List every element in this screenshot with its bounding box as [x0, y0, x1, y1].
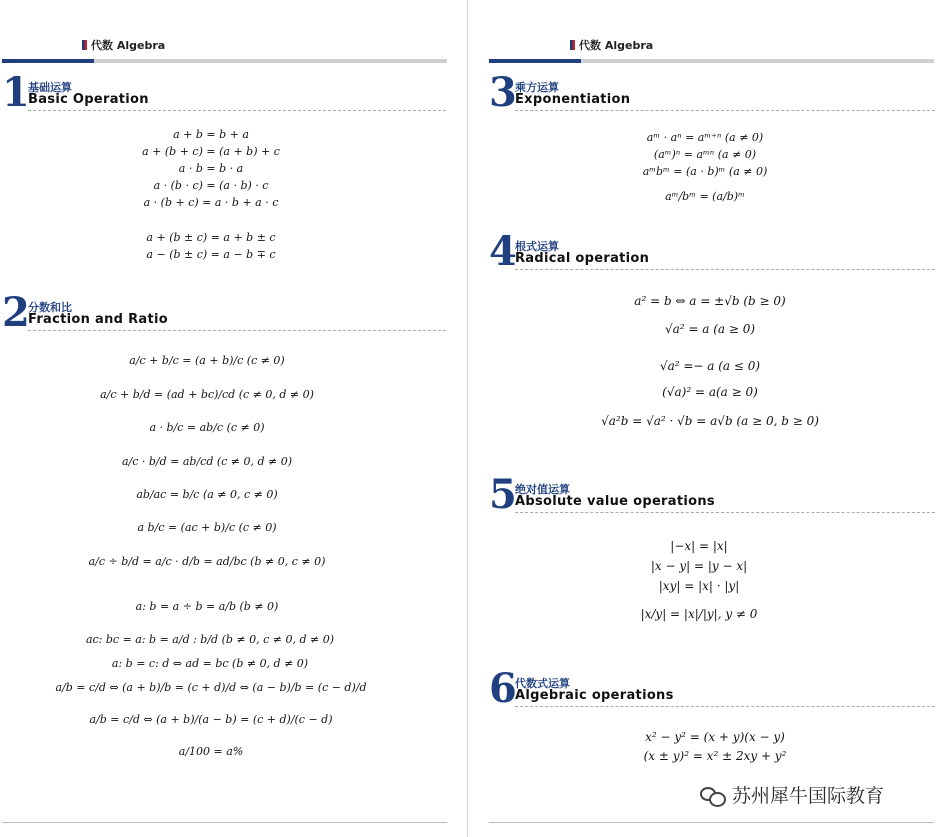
formula: a · (b · c) = (a · b) · c [153, 179, 269, 192]
section-title-cn: 分数和比 [28, 301, 72, 314]
watermark-text: 苏州犀牛国际教育 [732, 785, 885, 807]
formula: √a² = a (a ≥ 0) [664, 322, 756, 336]
formula: |x − y| = |y − x| [650, 559, 748, 573]
left-page [0, 0, 466, 837]
formula: x² − y² = (x + y)(x − y) [645, 730, 785, 744]
formula: aᵐbᵐ = (a · b)ᵐ (a ≠ 0) [642, 165, 768, 178]
section-title-cn: 乘方运算 [515, 81, 559, 94]
section-title-en: Radical operation [515, 251, 650, 266]
formula: (x ± y)² = x² ± 2xy + y² [643, 749, 787, 763]
section-number: 6 [489, 665, 517, 712]
formula: a b/c = (ac + b)/c (c ≠ 0) [137, 521, 277, 534]
formula: a/c · b/d = ab/cd (c ≠ 0, d ≠ 0) [121, 455, 293, 468]
formula: (√a)² = a(a ≥ 0) [662, 385, 758, 399]
formula: a · b = b · a [178, 162, 244, 175]
section-title-en: Exponentiation [515, 92, 631, 107]
header-rule-left [2, 59, 447, 63]
section-number: 5 [489, 471, 517, 518]
section-title-cn: 代数式运算 [515, 677, 570, 690]
formula: a/c + b/d = (ad + bc)/cd (c ≠ 0, d ≠ 0) [100, 388, 314, 401]
section-title-en: Basic Operation [28, 92, 149, 107]
formula: a/c ÷ b/d = a/c · d/b = ad/bc (b ≠ 0, c ≠ 0) [88, 555, 326, 568]
formula: |xy| = |x| · |y| [658, 579, 740, 593]
formula: aᵐ/bᵐ = (a/b)ᵐ [665, 190, 745, 203]
formula: a + b = b + a [173, 128, 249, 141]
formula: ac: bc = a: b = a/d : b/d (b ≠ 0, c ≠ 0, d ≠ 0) [85, 633, 335, 646]
section-title-en: Algebraic operations [515, 688, 674, 703]
formula: √a² =− a (a ≤ 0) [659, 359, 761, 373]
formula: a/c + b/c = (a + b)/c (c ≠ 0) [129, 354, 285, 367]
right-page [470, 0, 946, 837]
formula: a/100 = a% [178, 745, 244, 758]
formula: a: b = c: d ⇔ ad = bc (b ≠ 0, d ≠ 0) [111, 657, 309, 670]
formula: a: b = a ÷ b = a/b (b ≠ 0) [135, 600, 279, 613]
section-title-cn: 绝对值运算 [515, 483, 570, 496]
section-number: 3 [489, 69, 517, 116]
formula: (aᵐ)ⁿ = aᵐⁿ (a ≠ 0) [653, 148, 757, 161]
section-title-cn: 根式运算 [515, 240, 559, 253]
section-title-cn: 基础运算 [28, 81, 72, 94]
formula: a/b = c/d ⇔ (a + b)/b = (c + d)/d ⇔ (a − b)/b = (c − d)/d [55, 681, 367, 694]
page-spine [467, 0, 468, 837]
formula: a + (b + c) = (a + b) + c [142, 145, 280, 158]
formula: aᵐ · aⁿ = aᵐ⁺ⁿ (a ≠ 0) [646, 131, 764, 144]
page-header-left: 代数 Algebra [82, 37, 165, 53]
section-number: 1 [2, 69, 30, 116]
section-number: 4 [489, 228, 517, 275]
wechat-icon [700, 785, 726, 805]
flag-marker-icon [570, 40, 575, 50]
flag-marker-icon [82, 40, 87, 50]
formula: a² = b ⇔ a = ±√b (b ≥ 0) [634, 294, 786, 308]
formula: a · b/c = ab/c (c ≠ 0) [149, 421, 265, 434]
formula: √a²b = √a² · √b = a√b (a ≥ 0, b ≥ 0) [601, 414, 819, 428]
section-title-en: Fraction and Ratio [28, 312, 168, 327]
formula: |−x| = |x| [670, 539, 728, 553]
formula: a · (b + c) = a · b + a · c [143, 196, 279, 209]
formula: a − (b ± c) = a − b ∓ c [146, 248, 276, 261]
watermark [700, 781, 884, 808]
formula: ab/ac = b/c (a ≠ 0, c ≠ 0) [136, 488, 278, 501]
formula: a + (b ± c) = a + b ± c [146, 231, 276, 244]
section-title-en: Absolute value operations [515, 494, 715, 509]
section-number: 2 [2, 289, 30, 336]
formula: |x/y| = |x|/|y|, y ≠ 0 [640, 607, 758, 621]
header-rule-right [489, 59, 934, 63]
page-header-right: 代数 Algebra [570, 37, 653, 53]
formula: a/b = c/d ⇔ (a + b)/(a − b) = (c + d)/(c − d) [89, 713, 333, 726]
